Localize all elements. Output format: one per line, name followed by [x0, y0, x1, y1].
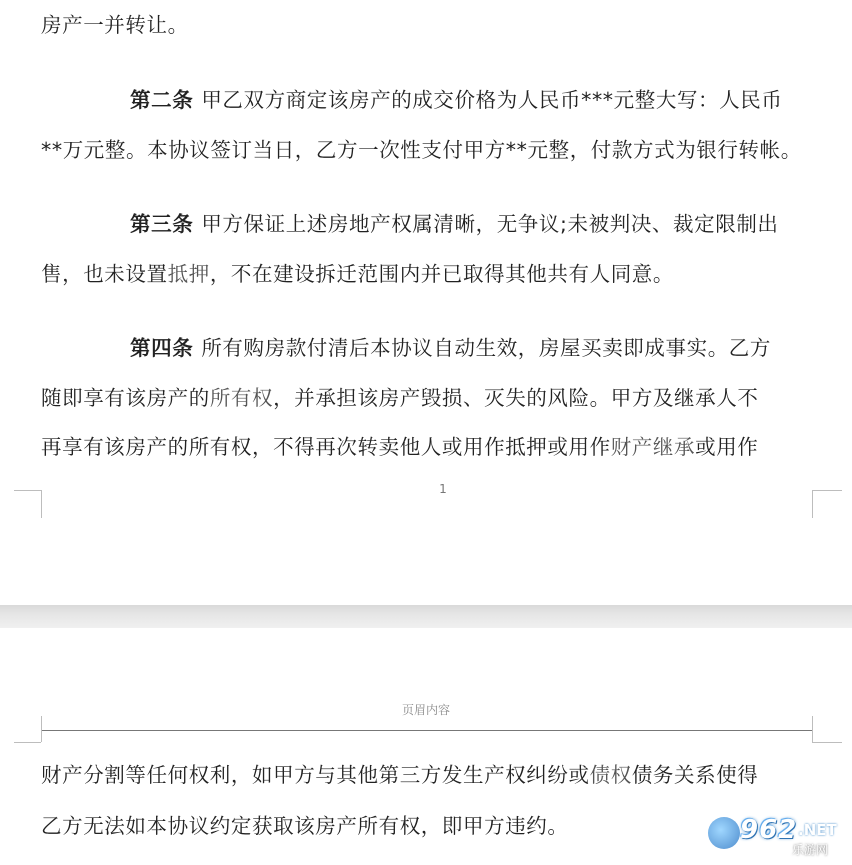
paragraph-line: 售，也未设置抵押，不在建设拆迁范围内并已取得其他共有人同意。 [41, 262, 675, 286]
page-separator [0, 605, 852, 628]
site-watermark [706, 811, 846, 861]
paragraph-line: 再享有该房产的所有权，不得再次转卖他人或用作抵押或用作财产继承或用作 [41, 435, 759, 459]
paragraph-line: 房产一并转让。 [41, 13, 189, 37]
watermark-suffix: .NET [798, 821, 837, 839]
paragraph-line: 随即享有该房产的所有权，并承担该房产毁损、灭失的风险。甲方及继承人不 [41, 386, 759, 410]
paragraph-line: 财产分割等任何权利，如甲方与其他第三方发生产权纠纷或债权债务关系使得 [41, 763, 759, 787]
article-number: 第四条 [130, 336, 194, 360]
watermark-logo-icon [708, 817, 740, 849]
watermark-sub-text: 乐游网 [792, 843, 829, 857]
keyword-link-creditor[interactable]: 债权 [589, 763, 632, 787]
article-number: 第三条 [130, 212, 194, 236]
page-number: 1 [439, 482, 447, 496]
article-2-line: 第二条 甲乙双方商定该房产的成交价格为人民币***元整大写：人民币 [130, 88, 783, 112]
watermark-main-text: 962 [740, 815, 798, 845]
header-divider [41, 730, 812, 731]
paragraph-line: **万元整。本协议签订当日，乙方一次性支付甲方**元整，付款方式为银行转帐。 [41, 138, 802, 162]
keyword-link-inheritance[interactable]: 财产继承 [610, 435, 696, 459]
article-number: 第二条 [130, 88, 194, 112]
keyword-link-mortgage[interactable]: 抵押 [167, 262, 210, 286]
page-header-text[interactable]: 页眉内容 [401, 703, 450, 717]
keyword-link-ownership[interactable]: 所有权 [209, 386, 274, 410]
article-4-line: 第四条 所有购房款付清后本协议自动生效，房屋买卖即成事实。乙方 [130, 336, 772, 360]
crop-mark [812, 716, 813, 742]
article-3-line: 第三条 甲方保证上述房地产权属清晰，无争议;未被判决、裁定限制出 [130, 212, 779, 236]
crop-mark [41, 716, 42, 742]
crop-mark [14, 742, 41, 743]
paragraph-line: 乙方无法如本协议约定获取该房产所有权，即甲方违约。 [41, 814, 569, 838]
crop-mark [812, 742, 842, 743]
